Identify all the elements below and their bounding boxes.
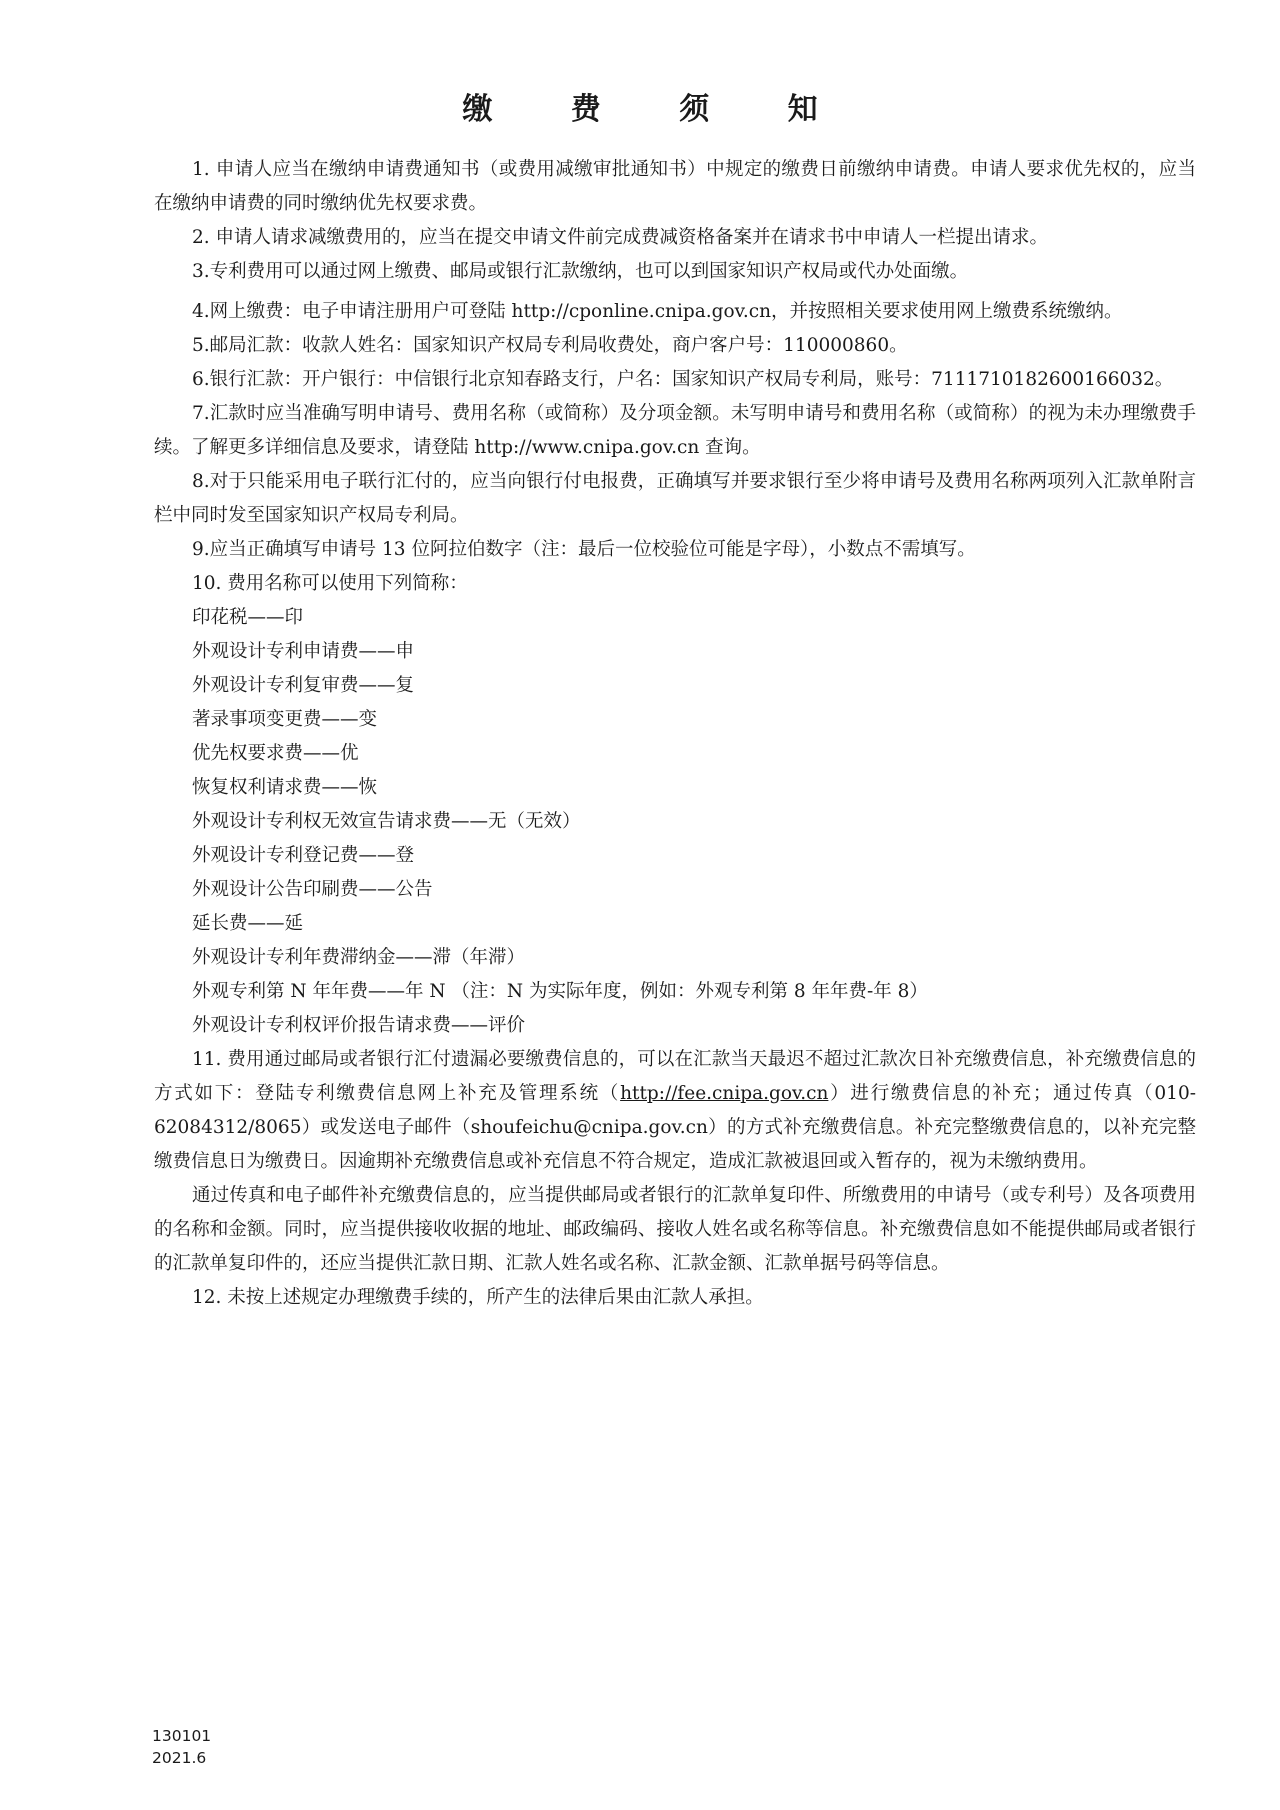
abbreviation-item: 优先权要求费——优 [192, 743, 359, 764]
abbreviation-item: 外观设计专利复审费——复 [192, 675, 415, 696]
paragraph-1: 1. 申请人应当在缴纳申请费通知书（或费用减缴审批通知书）中规定的缴费日前缴纳申请费。申请人要求优先权的，应当在缴纳申请费的同时缴纳优先权要求费。 [154, 159, 1196, 214]
paragraph-8: 8.对于只能采用电子联行汇付的，应当向银行付电报费，正确填写并要求银行至少将申请号及费用名称两项列入汇款单附言栏中同时发至国家知识产权局专利局。 [154, 471, 1196, 526]
abbreviation-item: 外观专利第 N 年年费——年 N （注：N 为实际年度，例如：外观专利第 8 年年费-年 8） [192, 981, 928, 1002]
abbreviation-item: 延长费——延 [192, 913, 304, 934]
abbreviation-item: 著录事项变更费——变 [192, 709, 378, 730]
abbreviation-item: 外观设计专利登记费——登 [192, 845, 415, 866]
abbreviation-item: 印花税——印 [192, 607, 304, 628]
abbreviation-item: 外观设计专利申请费——申 [192, 641, 415, 662]
paragraph-9: 9.应当正确填写申请号 13 位阿拉伯数字（注：最后一位校验位可能是字母），小数点不需填写。 [192, 539, 976, 560]
paragraph-11-supplement: 通过传真和电子邮件补充缴费信息的，应当提供邮局或者银行的汇款单复印件、所缴费用的申请号（或专利号）及各项费用的名称和金额。同时，应当提供接收收据的地址、邮政编码、接收人姓名或名称等信息。补充缴费信息如不能提供邮局或者银行的汇款单复印件的，还应当提供汇款日期、汇款人姓名或名称、汇款金额、汇款单据号码等信息。 [154, 1185, 1196, 1274]
paragraph-2: 2. 申请人请求减缴费用的，应当在提交申请文件前完成费减资格备案并在请求书中申请人一栏提出请求。 [192, 227, 1049, 248]
abbreviation-item: 外观设计专利权无效宣告请求费——无（无效） [192, 811, 581, 832]
abbreviation-list [154, 601, 1196, 1043]
page-title: 缴 费 须 知 [462, 92, 852, 127]
paragraph-11-text-after-link: ）进行缴费信息的补充；通过传真（010-62084312/8065）或发送电子邮件（shoufeichu@cnipa.gov.cn）的方式补充缴费信息。补充完整缴费信息的，以补充完整缴费信息日为缴费日。因逾期补充缴费信息或补充信息不符合规定，造成汇款被退回或入暂存的，视为未缴纳费用。 [154, 1083, 1196, 1172]
fee-system-link[interactable]: http://fee.cnipa.gov.cn [620, 1083, 829, 1104]
abbreviation-item: 外观设计专利权评价报告请求费——评价 [192, 1015, 526, 1036]
abbreviation-item: 外观设计公告印刷费——公告 [192, 879, 433, 900]
paragraph-10: 10. 费用名称可以使用下列简称： [192, 573, 468, 594]
paragraph-5: 5.邮局汇款：收款人姓名：国家知识产权局专利局收费处，商户客户号：110000860。 [192, 335, 908, 356]
form-code: 130101 [152, 1727, 212, 1745]
abbreviation-item: 恢复权利请求费——恢 [192, 777, 378, 798]
paragraph-4: 4.网上缴费：电子申请注册用户可登陆 http://cponline.cnipa.gov.cn，并按照相关要求使用网上缴费系统缴纳。 [192, 301, 1123, 322]
paragraph-11-text-before-link: 11. 费用通过邮局或者银行汇付遗漏必要缴费信息的，可以在汇款当天最迟不超过汇款次日补充缴费信息，补充缴费信息的方式如下：登陆专利缴费信息网上补充及管理系统（ [154, 1049, 1196, 1104]
form-footer [152, 1725, 211, 1769]
paragraph-3: 3.专利费用可以通过网上缴费、邮局或银行汇款缴纳，也可以到国家知识产权局或代办处面缴。 [192, 261, 969, 282]
paragraph-11 [154, 1043, 1196, 1179]
paragraph-7: 7.汇款时应当准确写明申请号、费用名称（或简称）及分项金额。未写明申请号和费用名称（或简称）的视为未办理缴费手续。了解更多详细信息及要求，请登陆 http://www.cnipa.gov.cn 查询。 [154, 403, 1196, 458]
abbreviation-item: 外观设计专利年费滞纳金——滞（年滞） [192, 947, 526, 968]
paragraph-12: 12. 未按上述规定办理缴费手续的，所产生的法律后果由汇款人承担。 [192, 1287, 764, 1308]
form-version: 2021.6 [152, 1749, 207, 1767]
paragraph-6: 6.银行汇款：开户银行：中信银行北京知春路支行，户名：国家知识产权局专利局，账号：7111710182600166032。 [192, 369, 1174, 390]
notice-body [154, 153, 1196, 1315]
